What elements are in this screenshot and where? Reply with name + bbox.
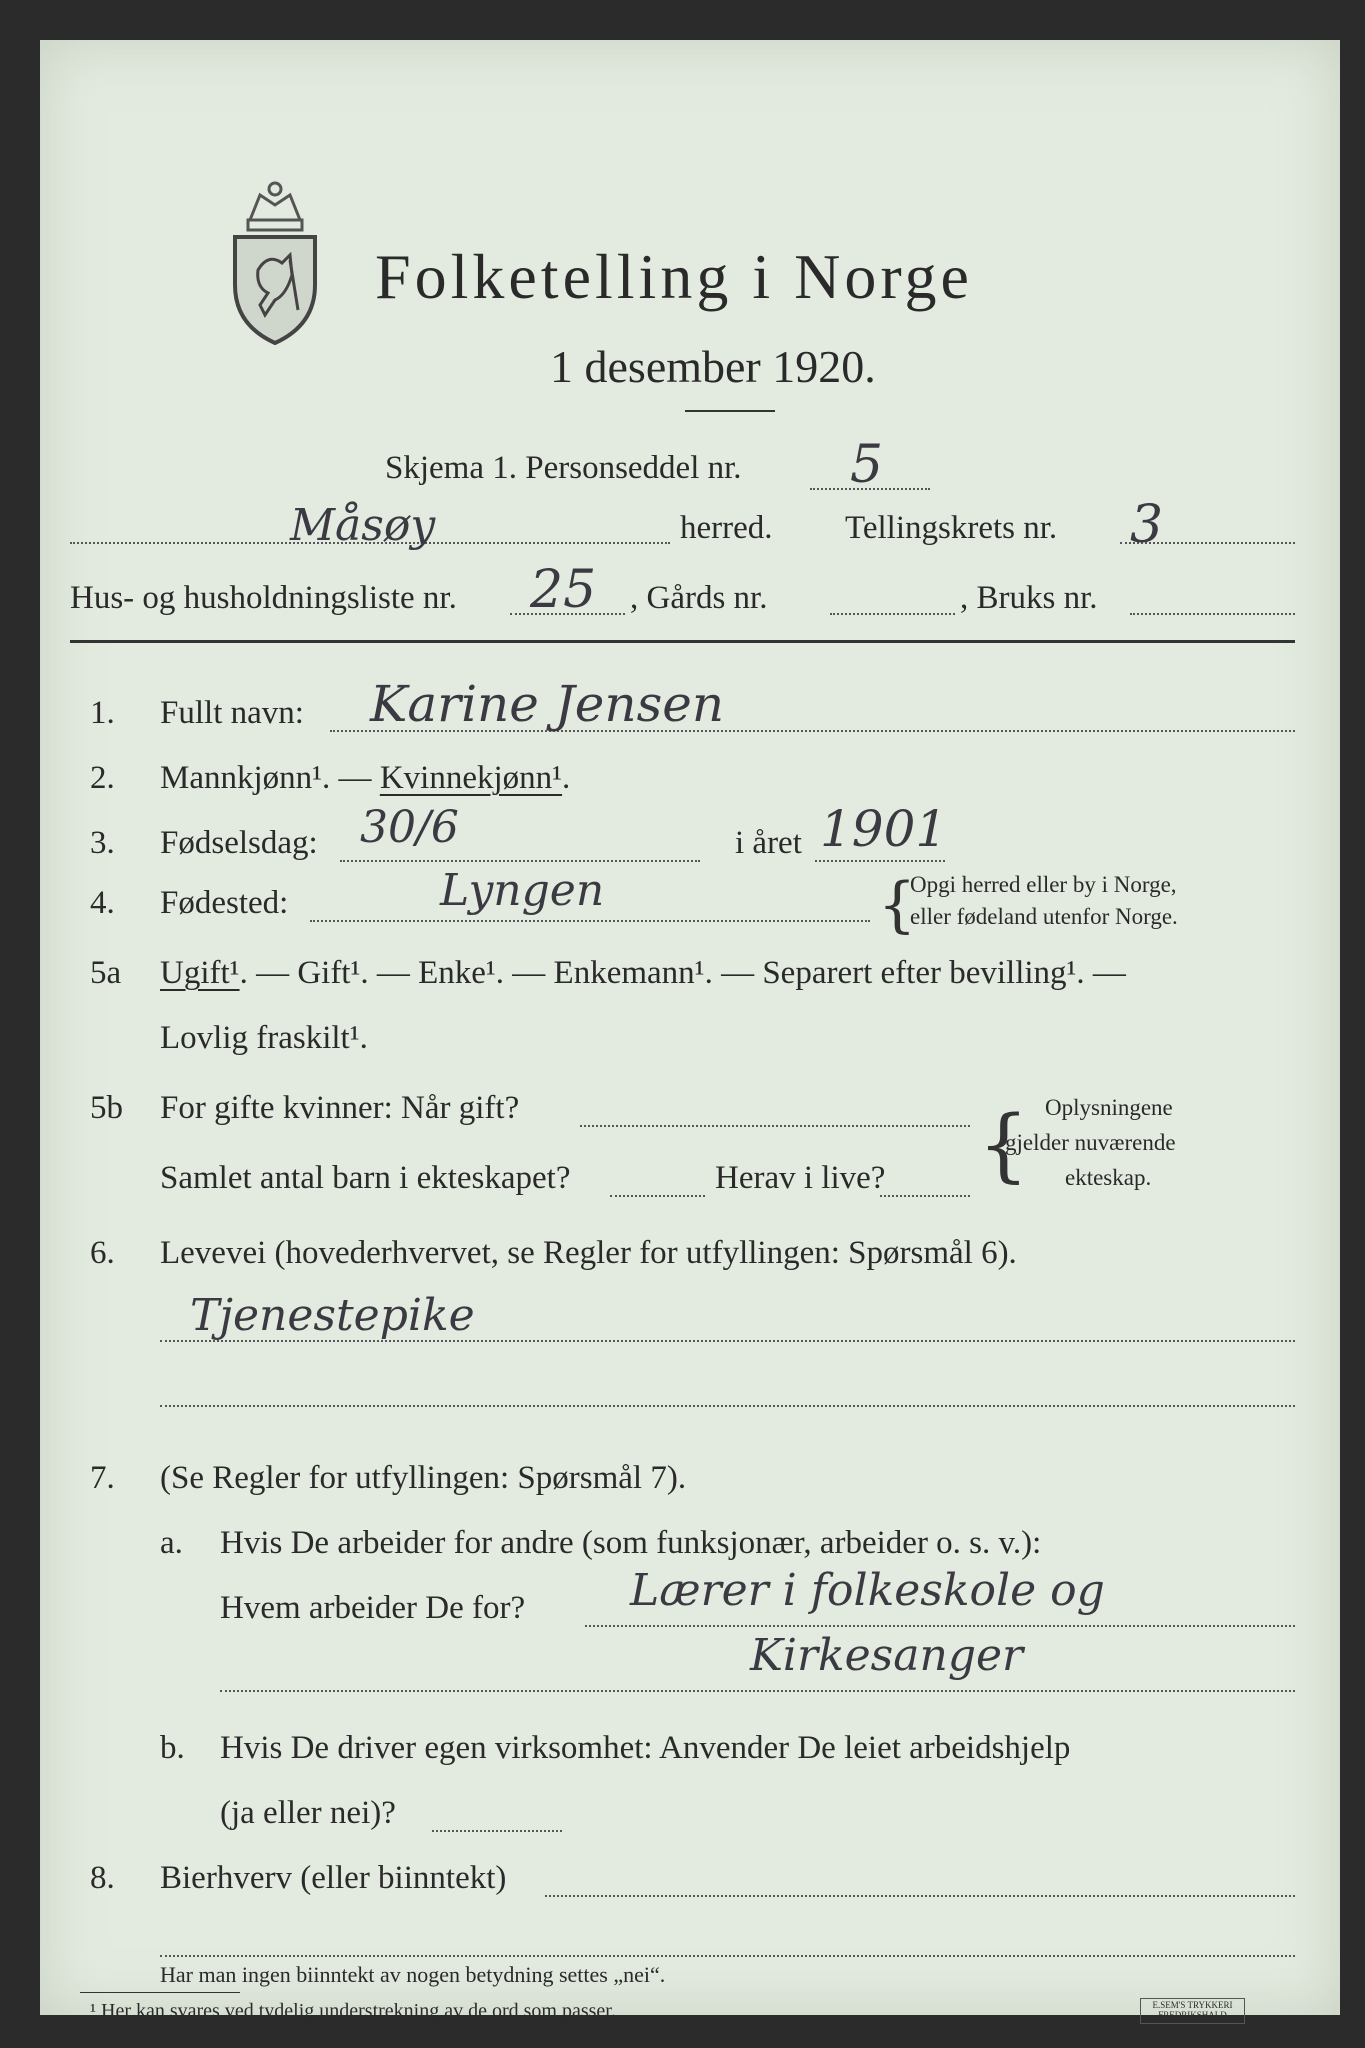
census-form bbox=[40, 40, 1340, 2015]
q7a-line-2 bbox=[220, 1690, 1295, 1692]
herred-label: herred. bbox=[680, 510, 773, 546]
q5b-line-3 bbox=[880, 1195, 970, 1197]
herred-value[interactable]: Måsøy bbox=[290, 500, 436, 551]
q7a-value-2[interactable]: Kirkesanger bbox=[750, 1630, 1024, 1681]
q4-brace: { bbox=[878, 870, 917, 940]
q5b-note-3: ekteskap. bbox=[1065, 1165, 1152, 1190]
q4-note-1: Opgi herred eller by i Norge, bbox=[910, 872, 1177, 897]
printer-stamp: E.SEM'S TRYKKERI FREDRIKSHALD bbox=[1140, 1998, 1245, 2024]
q5a-line2[interactable]: Lovlig fraskilt¹. bbox=[160, 1020, 368, 1056]
footnote-divider bbox=[80, 1992, 240, 1993]
q8-label: Bierhverv (eller biinntekt) bbox=[160, 1860, 507, 1896]
q7b-label: (ja eller nei)? bbox=[220, 1795, 396, 1831]
q3-year-line bbox=[815, 860, 945, 862]
q3-value[interactable]: 30/6 bbox=[360, 802, 459, 853]
bruks-label: , Bruks nr. bbox=[960, 580, 1098, 616]
q5b-line-1 bbox=[580, 1125, 970, 1127]
q5b-brace: { bbox=[978, 1098, 1029, 1191]
q1-number: 1. bbox=[90, 695, 115, 731]
q4-number: 4. bbox=[90, 885, 115, 921]
gards-line bbox=[830, 613, 955, 615]
form-title: Folketelling i Norge bbox=[375, 241, 973, 312]
q2-period: . bbox=[562, 760, 571, 796]
q6-line-1 bbox=[160, 1340, 1295, 1342]
q5b-label-2: Samlet antal barn i ekteskapet? bbox=[160, 1160, 571, 1196]
kvinnekjonn-option[interactable]: Kvinnekjønn¹ bbox=[379, 760, 563, 796]
q5a-number: 5a bbox=[90, 955, 122, 991]
q3-year-value[interactable]: 1901 bbox=[820, 800, 948, 858]
q7a-line-1 bbox=[585, 1625, 1295, 1627]
ugift-option[interactable]: Ugift¹ bbox=[160, 955, 240, 991]
q8-line-2 bbox=[160, 1955, 1295, 1957]
q7a-letter: a. bbox=[160, 1525, 183, 1561]
q1-value[interactable]: Karine Jensen bbox=[370, 675, 725, 733]
q5b-note-2: gjelder nuværende bbox=[1005, 1130, 1176, 1155]
q3-year-label: i året bbox=[735, 825, 802, 861]
q5a-options bbox=[160, 955, 1126, 992]
mannkjonn-option[interactable]: Mannkjønn¹. — bbox=[160, 760, 372, 796]
q5b-label-1: For gifte kvinner: Når gift? bbox=[160, 1090, 520, 1126]
q2-number: 2. bbox=[90, 760, 115, 796]
q5b-label-3: Herav i live? bbox=[715, 1160, 886, 1196]
q4-note-2: eller fødeland utenfor Norge. bbox=[910, 904, 1178, 929]
q7b-line bbox=[432, 1830, 562, 1832]
gards-label: , Gårds nr. bbox=[630, 580, 768, 616]
biinntekt-note: Har man ingen biinntekt av nogen betydning settes „nei“. bbox=[160, 1962, 666, 1987]
husliste-value[interactable]: 25 bbox=[530, 560, 597, 620]
q1-label: Fullt navn: bbox=[160, 695, 304, 731]
q3-number: 3. bbox=[90, 825, 115, 861]
footnote: ¹ Her kan svares ved tydelig understrekning av de ord som passer. bbox=[90, 2000, 616, 2022]
q4-label: Fødested: bbox=[160, 885, 289, 921]
q4-line bbox=[310, 920, 870, 922]
q7-number: 7. bbox=[90, 1460, 115, 1496]
q7b-text: Hvis De driver egen virksomhet: Anvender De leiet arbeidshjelp bbox=[220, 1730, 1071, 1766]
q7a-text: Hvis De arbeider for andre (som funksjonær, arbeider o. s. v.): bbox=[220, 1525, 1042, 1561]
title-divider bbox=[685, 410, 775, 412]
q7a-value-1[interactable]: Lærer i folkeskole og bbox=[630, 1565, 1105, 1616]
q6-number: 6. bbox=[90, 1235, 115, 1271]
q7-label: (Se Regler for utfyllingen: Spørsmål 7). bbox=[160, 1460, 687, 1496]
q7b-letter: b. bbox=[160, 1730, 185, 1766]
q5b-line-2 bbox=[610, 1195, 705, 1197]
bruks-line bbox=[1130, 613, 1295, 615]
tellingskrets-label: Tellingskrets nr. bbox=[845, 510, 1058, 546]
tellingskrets-value[interactable]: 3 bbox=[1130, 495, 1164, 555]
q5b-number: 5b bbox=[90, 1090, 123, 1126]
schema-nr-value[interactable]: 5 bbox=[850, 435, 884, 495]
q6-line-2 bbox=[160, 1405, 1295, 1407]
q3-line bbox=[340, 860, 700, 862]
header-divider bbox=[70, 640, 1295, 643]
coat-of-arms-icon bbox=[220, 175, 330, 350]
schema-label: Skjema 1. Personseddel nr. bbox=[385, 450, 742, 486]
q8-line-1 bbox=[545, 1895, 1295, 1897]
q6-value[interactable]: Tjenestepike bbox=[190, 1290, 475, 1341]
q5a-other-options[interactable]: . — Gift¹. — Enke¹. — Enkemann¹. — Separert efter bevilling¹. — bbox=[239, 955, 1126, 991]
q3-label: Fødselsdag: bbox=[160, 825, 318, 861]
husliste-label: Hus- og husholdningsliste nr. bbox=[70, 580, 457, 616]
q6-label: Levevei (hovederhvervet, se Regler for utfyllingen: Spørsmål 6). bbox=[160, 1235, 1017, 1271]
q7a-label: Hvem arbeider De for? bbox=[220, 1590, 526, 1626]
q5b-note-1: Oplysningene bbox=[1045, 1095, 1173, 1120]
q4-value[interactable]: Lyngen bbox=[440, 865, 605, 916]
q2-label bbox=[160, 760, 570, 797]
form-date: 1 desember 1920. bbox=[550, 341, 876, 392]
q8-number: 8. bbox=[90, 1860, 115, 1896]
